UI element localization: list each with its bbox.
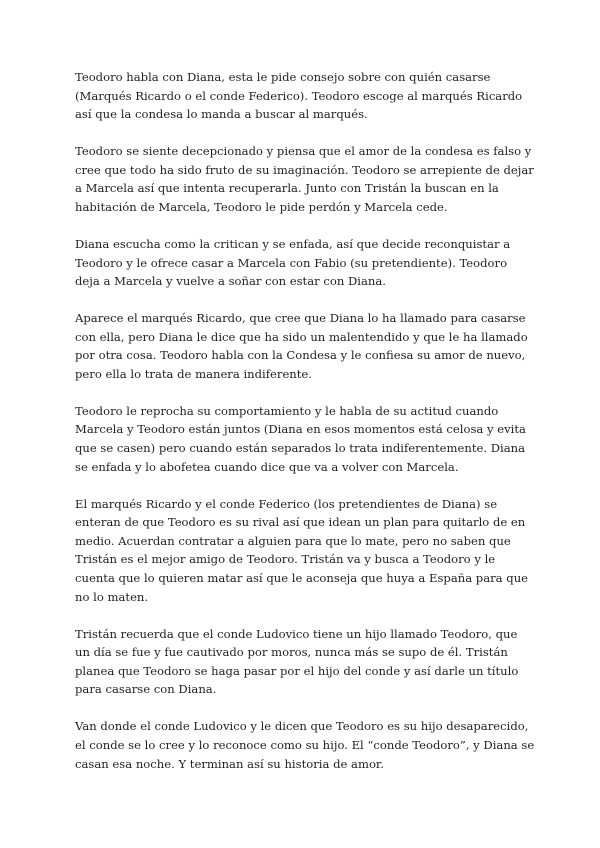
paragraph-7: Tristán recuerda que el conde Ludovico tiene un hijo llamado Teodoro, que un día se fue y fue cautivado por moros, nunca más se supo de él. Tristán planea que Teodoro se haga pasar por el hijo del conde y así darle un título para casarse con Diana. [75, 626, 519, 697]
paragraph-3: Diana escucha como la critican y se enfada, así que decide reconquistar a Teodoro y le ofrece casar a Marcela con Fabio (su pretendiente). Teodoro deja a Marcela y vuelve a soñar con estar con Diana. [75, 236, 511, 289]
paragraph-1: Teodoro habla con Diana, esta le pide consejo sobre con quién casarse (Marqués Ricardo o el conde Federico). Teodoro escoge al marqués Ricardo así que la condesa lo manda a buscar al marqués. [75, 70, 523, 122]
paragraph-8: Van donde el conde Ludovico y le dicen que Teodoro es su hijo desaparecido, el conde se lo cree y lo reconoce como su hijo. El “conde Teodoro”, y Diana se casan esa noche. Y terminan así su historia de amor. [75, 719, 535, 771]
document-body [75, 68, 535, 792]
paragraph-4: Aparece el marqués Ricardo, que cree que Diana lo ha llamado para casarse con ella, pero Diana le dice que ha sido un malentendido y que le ha llamado por otra cosa. Teodoro habla con la Condesa y le confiesa su amor de nuevo, pero ella lo trata de manera indiferente. [75, 311, 528, 381]
paragraph-2: Teodoro se siente decepcionado y piensa que el amor de la condesa es falso y cree que todo ha sido fruto de su imaginación. Teodoro se arrepiente de dejar a Marcela así que intenta recuperarla. Junto con Tristán la buscan en la habitación de Marcela, Teodoro le pide perdón y Marcela cede. [75, 144, 534, 214]
paragraph-5: Teodoro le reprocha su comportamiento y le habla de su actitud cuando Marcela y Teodoro están juntos (Diana en esos momentos está celosa y evita que se casen) pero cuando están separados lo trata indiferentemente. Diana se enfada y lo abofetea cuando dice que va a volver con Marcela. [75, 403, 526, 474]
paragraph-6: El marqués Ricardo y el conde Federico (los pretendientes de Diana) se enteran de que Teodoro es su rival así que idean un plan para quitarlo de en medio. Acuerdan contratar a alguien para que lo mate, pero no saben que Tristán es el mejor amigo de Teodoro. Tristán va y busca a Teodoro y le cuenta que lo quieren matar así que le aconseja que huya a España para que no lo maten. [75, 496, 529, 604]
